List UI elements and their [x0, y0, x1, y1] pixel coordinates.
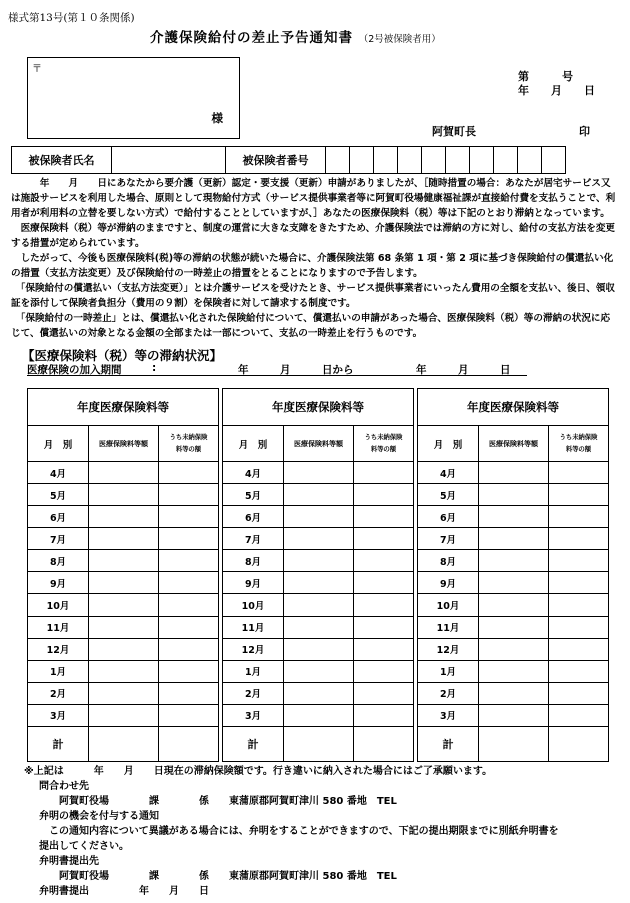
- address-box: [27, 57, 240, 139]
- month-label: 1月: [223, 660, 284, 682]
- month-row: [28, 506, 219, 528]
- total-unpaid-cell[interactable]: [549, 726, 609, 761]
- premium-amount-cell[interactable]: [479, 682, 549, 704]
- month-row: [28, 550, 219, 572]
- month-row: [223, 572, 414, 594]
- coverage-period-colon: :: [152, 362, 157, 374]
- total-row: [418, 726, 609, 761]
- premium-amount-cell[interactable]: [284, 572, 354, 594]
- premium-amount-cell[interactable]: [284, 484, 354, 506]
- unpaid-amount-cell[interactable]: [549, 572, 609, 594]
- unpaid-amount-cell[interactable]: [549, 638, 609, 660]
- unpaid-amount-cell[interactable]: [354, 572, 414, 594]
- unpaid-column-header: [159, 426, 219, 462]
- premium-amount-cell[interactable]: [479, 572, 549, 594]
- unpaid-amount-cell[interactable]: [354, 616, 414, 638]
- unpaid-amount-cell[interactable]: [549, 462, 609, 484]
- body-paragraph: 「保険給付の償還払い（支払方法変更）」とは介護サービスを受けたとき、サービス提供事業者にいったん費用の全額を支払い、後日、領収証を添付して保険者負担分（費用の９割）を保険者に対して請求する制度です。: [11, 283, 616, 309]
- month-row: [418, 682, 609, 704]
- unpaid-amount-cell[interactable]: [159, 506, 219, 528]
- month-row: [418, 528, 609, 550]
- contact-info: 阿賀町役場 課 係 東蒲原郡阿賀町津川 580 番地 TEL: [59, 796, 397, 807]
- premium-amount-cell[interactable]: [284, 594, 354, 616]
- month-label: 2月: [418, 682, 479, 704]
- total-unpaid-cell[interactable]: [159, 726, 219, 761]
- month-row: [28, 462, 219, 484]
- total-row: [223, 726, 414, 761]
- title-note: （2号被保険者用）: [358, 34, 441, 45]
- issuer-name: 阿賀町長: [432, 125, 476, 138]
- insured-number-digit[interactable]: [350, 147, 374, 174]
- coverage-period-from: 年 月 日から: [238, 364, 354, 376]
- unpaid-column-header-line: 料等の額: [370, 445, 397, 453]
- month-row: [418, 462, 609, 484]
- premium-amount-cell[interactable]: [89, 484, 159, 506]
- premium-amount-cell[interactable]: [89, 616, 159, 638]
- premium-amount-cell[interactable]: [284, 550, 354, 572]
- month-label: 1月: [28, 660, 89, 682]
- premium-amount-cell[interactable]: [479, 550, 549, 572]
- unpaid-amount-cell[interactable]: [354, 484, 414, 506]
- title-text: 介護保険給付の差止予告通知書: [150, 30, 353, 46]
- insured-name-field[interactable]: [112, 147, 226, 174]
- month-row: [223, 550, 414, 572]
- unpaid-amount-cell[interactable]: [354, 528, 414, 550]
- month-label: 3月: [223, 704, 284, 726]
- month-row: [223, 528, 414, 550]
- body-paragraph: 「保険給付の一時差止」とは、償還払い化された保険給付について、償還払いの申請があった場合、医療保険料（税）等の滞納の状況に応じて、償還払いの対象となる金額の全部または一部について、支払の一時差止を行うものです。: [11, 313, 611, 339]
- premium-amount-cell[interactable]: [284, 616, 354, 638]
- insured-number-digit[interactable]: [398, 147, 422, 174]
- month-label: 4月: [418, 462, 479, 484]
- premium-amount-cell[interactable]: [479, 484, 549, 506]
- total-amount-cell[interactable]: [89, 726, 159, 761]
- premium-amount-cell[interactable]: [89, 638, 159, 660]
- arrears-year-table: [27, 388, 219, 762]
- arrears-year-table: [222, 388, 414, 762]
- unpaid-amount-cell[interactable]: [159, 594, 219, 616]
- month-label: 8月: [418, 550, 479, 572]
- month-row: [28, 682, 219, 704]
- month-label: 12月: [418, 638, 479, 660]
- month-label: 10月: [223, 594, 284, 616]
- insured-number-digit[interactable]: [326, 147, 350, 174]
- month-row: [223, 506, 414, 528]
- unpaid-amount-cell[interactable]: [354, 682, 414, 704]
- unpaid-amount-cell[interactable]: [159, 528, 219, 550]
- month-row: [418, 506, 609, 528]
- status-note: ※上記は 年 月 日現在の滞納保険額です。行き違いに納入された場合にはご了承願います。: [24, 766, 493, 777]
- unpaid-amount-cell[interactable]: [354, 704, 414, 726]
- premium-amount-cell[interactable]: [284, 704, 354, 726]
- insured-info-table: [11, 146, 566, 174]
- submission-destination-label: 弁明書提出先: [39, 856, 99, 867]
- month-column-header: 月 別: [418, 426, 479, 462]
- month-row: [28, 616, 219, 638]
- unpaid-amount-cell[interactable]: [549, 528, 609, 550]
- unpaid-column-header-line: 料等の額: [565, 445, 592, 453]
- month-label: 6月: [418, 506, 479, 528]
- premium-amount-cell[interactable]: [479, 704, 549, 726]
- premium-amount-cell[interactable]: [89, 528, 159, 550]
- body-paragraph: 医療保険料（税）等が滞納のままですと、制度の運営に大きな支障をきたすため、介護保険法では滞納の方に対し、給付の支払方法を変更する措置が定められています。: [11, 223, 616, 249]
- document-number: 第 号: [518, 70, 573, 83]
- month-row: [223, 462, 414, 484]
- insured-number-digit[interactable]: [470, 147, 494, 174]
- premium-amount-cell[interactable]: [284, 660, 354, 682]
- unpaid-amount-cell[interactable]: [159, 616, 219, 638]
- month-row: [28, 594, 219, 616]
- month-row: [28, 704, 219, 726]
- premium-amount-cell[interactable]: [479, 638, 549, 660]
- premium-amount-cell[interactable]: [284, 528, 354, 550]
- unpaid-amount-cell[interactable]: [354, 638, 414, 660]
- month-row: [28, 638, 219, 660]
- issue-date: 年 月 日: [518, 84, 595, 97]
- month-label: 9月: [28, 572, 89, 594]
- defense-notice-text: この通知内容について異議がある場合には、弁明をすることができますので、下記の提出期限までに別紙弁明書を: [39, 826, 559, 837]
- month-row: [223, 638, 414, 660]
- premium-amount-cell[interactable]: [89, 462, 159, 484]
- month-label: 6月: [28, 506, 89, 528]
- defense-notice-label: 弁明の機会を付与する通知: [39, 811, 159, 822]
- month-label: 5月: [28, 484, 89, 506]
- premium-amount-cell[interactable]: [89, 506, 159, 528]
- month-label: 12月: [223, 638, 284, 660]
- insured-number-digit[interactable]: [446, 147, 470, 174]
- insured-number-digit[interactable]: [422, 147, 446, 174]
- month-row: [223, 682, 414, 704]
- premium-amount-cell[interactable]: [479, 594, 549, 616]
- coverage-period-label: 医療保険の加入期間: [27, 364, 122, 376]
- premium-amount-cell[interactable]: [284, 462, 354, 484]
- submission-destination: 阿賀町役場 課 係 東蒲原郡阿賀町津川 580 番地 TEL: [59, 871, 397, 882]
- month-row: [223, 484, 414, 506]
- month-row: [28, 528, 219, 550]
- postal-mark: 〒: [32, 64, 42, 75]
- premium-amount-cell[interactable]: [284, 638, 354, 660]
- unpaid-amount-cell[interactable]: [549, 704, 609, 726]
- month-label: 11月: [418, 616, 479, 638]
- insured-number-digit[interactable]: [494, 147, 518, 174]
- amount-column-header: 医療保険料等額: [89, 426, 159, 462]
- month-row: [223, 704, 414, 726]
- period-underline: [27, 375, 527, 376]
- premium-amount-cell[interactable]: [89, 550, 159, 572]
- month-row: [418, 616, 609, 638]
- month-row: [418, 572, 609, 594]
- unpaid-amount-cell[interactable]: [159, 660, 219, 682]
- month-label: 7月: [418, 528, 479, 550]
- month-row: [28, 572, 219, 594]
- unpaid-amount-cell[interactable]: [159, 462, 219, 484]
- unpaid-amount-cell[interactable]: [159, 638, 219, 660]
- insured-number-digit[interactable]: [374, 147, 398, 174]
- month-label: 2月: [223, 682, 284, 704]
- unpaid-amount-cell[interactable]: [549, 616, 609, 638]
- insured-number-digit[interactable]: [542, 147, 566, 174]
- unpaid-amount-cell[interactable]: [159, 682, 219, 704]
- unpaid-amount-cell[interactable]: [549, 484, 609, 506]
- month-row: [418, 594, 609, 616]
- month-label: 12月: [28, 638, 89, 660]
- month-row: [418, 660, 609, 682]
- month-row: [223, 594, 414, 616]
- honorific: 様: [211, 111, 223, 125]
- unpaid-column-header: [549, 426, 609, 462]
- month-label: 10月: [28, 594, 89, 616]
- unpaid-column-header: [354, 426, 414, 462]
- month-label: 9月: [418, 572, 479, 594]
- month-row: [418, 550, 609, 572]
- body-paragraph: 年 月 日にあなたから要介護（更新）認定・要支援（更新）申請がありましたが、［随時措置の場合：あなたが居宅サービス又は施設サービスを利用した場合、原則として現物給付方式（サービス提供事業者等に阿賀町役場健康福祉課が直接給付費を支払うことで、利用者が利用料の立替を要しない方式）で給付することとしていますが、］あなたの医療保険料（税）等は下記のとおり滞納となっています。: [11, 178, 616, 219]
- form-number: 様式第13号(第１０条関係): [8, 12, 135, 24]
- unpaid-column-header-line: うち未納保険: [169, 433, 208, 441]
- total-amount-cell[interactable]: [479, 726, 549, 761]
- premium-amount-cell[interactable]: [89, 572, 159, 594]
- premium-amount-cell[interactable]: [284, 682, 354, 704]
- month-row: [418, 638, 609, 660]
- unpaid-amount-cell[interactable]: [354, 462, 414, 484]
- month-label: 2月: [28, 682, 89, 704]
- contact-label: 問合わせ先: [39, 781, 89, 792]
- unpaid-amount-cell[interactable]: [159, 550, 219, 572]
- total-label: 計: [418, 726, 479, 761]
- premium-amount-cell[interactable]: [479, 528, 549, 550]
- unpaid-amount-cell[interactable]: [549, 550, 609, 572]
- notice-body: [11, 176, 619, 341]
- year-header: 年度医療保険料等: [28, 389, 219, 426]
- month-label: 3月: [418, 704, 479, 726]
- arrears-year-table: [417, 388, 609, 762]
- amount-column-header: 医療保険料等額: [479, 426, 549, 462]
- premium-amount-cell[interactable]: [89, 704, 159, 726]
- month-label: 6月: [223, 506, 284, 528]
- unpaid-amount-cell[interactable]: [354, 506, 414, 528]
- amount-column-header: 医療保険料等額: [284, 426, 354, 462]
- month-label: 11月: [28, 616, 89, 638]
- month-row: [223, 616, 414, 638]
- month-column-header: 月 別: [223, 426, 284, 462]
- coverage-period-to: 年 月 日: [416, 364, 511, 376]
- footer-notes: [24, 764, 622, 899]
- arrears-section-title: 【医療保険料（税）等の滞納状況】: [22, 348, 223, 363]
- seal-mark: 印: [579, 125, 590, 138]
- unpaid-amount-cell[interactable]: [549, 594, 609, 616]
- month-row: [418, 704, 609, 726]
- month-label: 3月: [28, 704, 89, 726]
- unpaid-amount-cell[interactable]: [159, 704, 219, 726]
- arrears-tables: [27, 388, 607, 762]
- month-label: 5月: [418, 484, 479, 506]
- body-paragraph: したがって、今後も医療保険料(税)等の滞納の状態が続いた場合に、介護保険法第 68 条第 1 項・第 2 項に基づき保険給付の償還払い化の措置（支払方法変更）及び保険給付の一時差止の措置をとることになりますので予告します。: [11, 253, 614, 279]
- insured-name-label: 被保険者氏名: [12, 147, 112, 174]
- insured-number-digit[interactable]: [518, 147, 542, 174]
- month-label: 8月: [28, 550, 89, 572]
- month-row: [28, 484, 219, 506]
- document-title: [150, 26, 441, 46]
- month-column-header: 月 別: [28, 426, 89, 462]
- total-label: 計: [223, 726, 284, 761]
- month-row: [223, 660, 414, 682]
- defense-notice-text: 提出してください。: [39, 841, 129, 852]
- premium-amount-cell[interactable]: [479, 660, 549, 682]
- total-label: 計: [28, 726, 89, 761]
- premium-amount-cell[interactable]: [479, 462, 549, 484]
- unpaid-column-header-line: 料等の額: [175, 445, 202, 453]
- unpaid-amount-cell[interactable]: [549, 660, 609, 682]
- insured-number-label: 被保険者番号: [226, 147, 326, 174]
- month-label: 9月: [223, 572, 284, 594]
- total-unpaid-cell[interactable]: [354, 726, 414, 761]
- month-label: 4月: [223, 462, 284, 484]
- unpaid-amount-cell[interactable]: [159, 572, 219, 594]
- unpaid-amount-cell[interactable]: [549, 682, 609, 704]
- month-label: 4月: [28, 462, 89, 484]
- total-amount-cell[interactable]: [284, 726, 354, 761]
- premium-amount-cell[interactable]: [89, 682, 159, 704]
- premium-amount-cell[interactable]: [284, 506, 354, 528]
- month-label: 5月: [223, 484, 284, 506]
- premium-amount-cell[interactable]: [89, 660, 159, 682]
- total-row: [28, 726, 219, 761]
- submission-deadline: 弁明書提出 年 月 日: [39, 886, 209, 897]
- month-label: 10月: [418, 594, 479, 616]
- year-header: 年度医療保険料等: [418, 389, 609, 426]
- unpaid-amount-cell[interactable]: [549, 506, 609, 528]
- premium-amount-cell[interactable]: [479, 506, 549, 528]
- unpaid-amount-cell[interactable]: [159, 484, 219, 506]
- unpaid-amount-cell[interactable]: [354, 550, 414, 572]
- month-label: 11月: [223, 616, 284, 638]
- month-row: [418, 484, 609, 506]
- month-label: 7月: [223, 528, 284, 550]
- premium-amount-cell[interactable]: [479, 616, 549, 638]
- month-label: 1月: [418, 660, 479, 682]
- unpaid-amount-cell[interactable]: [354, 660, 414, 682]
- month-row: [28, 660, 219, 682]
- unpaid-column-header-line: うち未納保険: [364, 433, 403, 441]
- month-label: 8月: [223, 550, 284, 572]
- year-header: 年度医療保険料等: [223, 389, 414, 426]
- unpaid-column-header-line: うち未納保険: [559, 433, 598, 441]
- unpaid-amount-cell[interactable]: [354, 594, 414, 616]
- premium-amount-cell[interactable]: [89, 594, 159, 616]
- month-label: 7月: [28, 528, 89, 550]
